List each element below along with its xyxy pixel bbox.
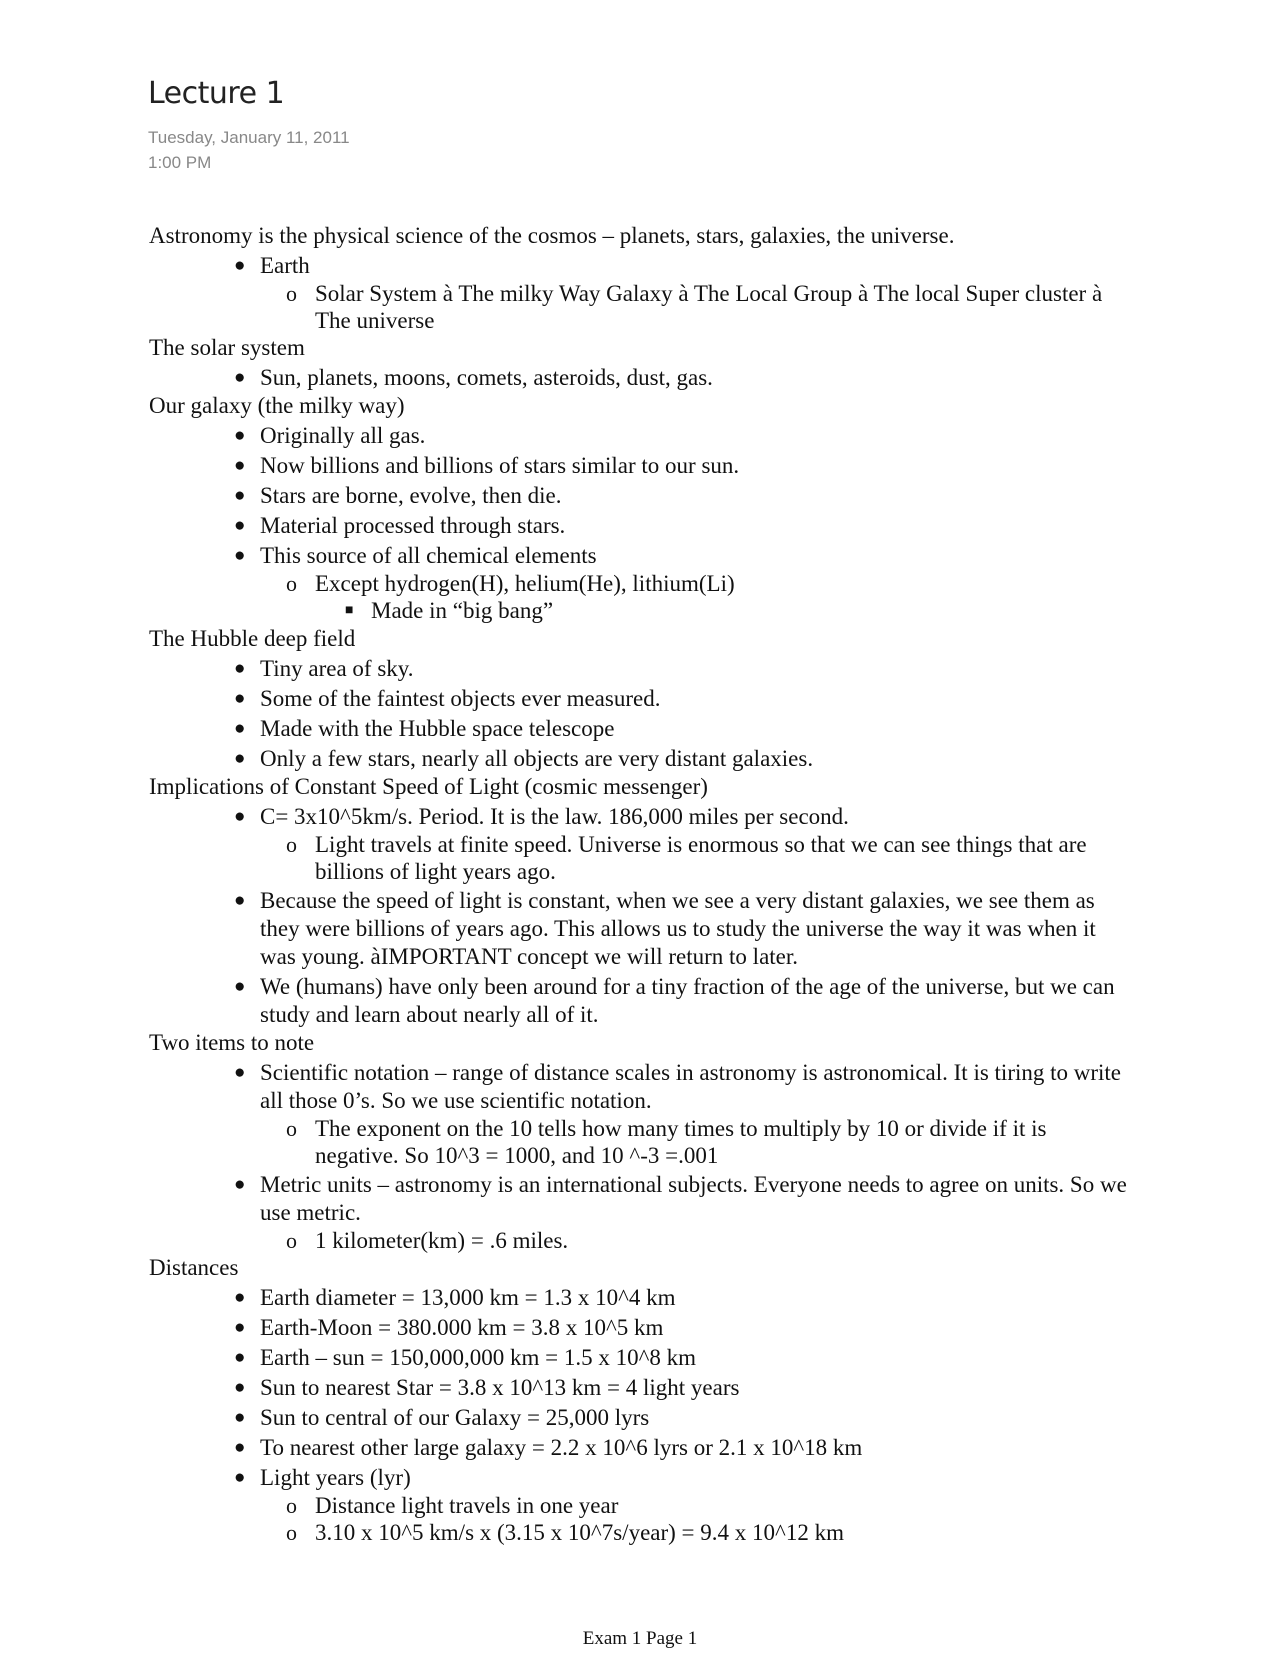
list-item-text: Earth-Moon = 380.000 km = 3.8 x 10^5 km	[260, 1315, 664, 1340]
list-item-level-2	[149, 570, 1129, 597]
bullet-icon: ●	[234, 255, 246, 276]
list-item-level-1	[149, 685, 1129, 713]
list-item-text: Originally all gas.	[260, 423, 426, 448]
list-item-text: Earth diameter = 13,000 km = 1.3 x 10^4 km	[260, 1285, 676, 1310]
list-item-text: This source of all chemical elements	[260, 543, 597, 568]
list-item-level-1	[149, 1374, 1129, 1402]
section-heading: The Hubble deep field	[149, 626, 356, 651]
list-item-text: Now billions and billions of stars similar to our sun.	[260, 453, 740, 478]
bullet-icon: ●	[234, 718, 246, 739]
bullet-icon: ●	[234, 485, 246, 506]
bullet-icon: ●	[234, 367, 246, 388]
list-item-level-1	[149, 482, 1129, 510]
list-item-level-1	[149, 1284, 1129, 1312]
list-item-level-1	[149, 745, 1129, 773]
list-item-text: Earth – sun = 150,000,000 km = 1.5 x 10^8 km	[260, 1345, 697, 1370]
list-item-level-1	[149, 422, 1129, 450]
bullet-icon: ●	[234, 1317, 246, 1338]
bullet-icon: ●	[234, 515, 246, 536]
bullet-icon: ●	[234, 1347, 246, 1368]
list-item-text: Sun, planets, moons, comets, asteroids, dust, gas.	[260, 365, 713, 390]
bullet-icon: ●	[234, 1467, 246, 1488]
square-icon: ■	[345, 603, 354, 618]
bullet-icon: ●	[234, 1407, 246, 1428]
list-item-level-1	[149, 452, 1129, 480]
bullet-icon: ●	[234, 1437, 246, 1458]
list-item-level-1	[149, 1434, 1129, 1462]
circle-icon: o	[286, 281, 297, 306]
section-heading: The solar system	[149, 335, 305, 360]
list-item-level-1	[149, 973, 1129, 1029]
list-item-level-2	[149, 1492, 1129, 1519]
list-item-level-1	[149, 887, 1129, 971]
list-item-text: Earth	[260, 253, 310, 278]
list-item-level-1	[149, 252, 1129, 280]
bullet-icon: ●	[234, 455, 246, 476]
list-item-level-3	[149, 597, 1129, 625]
list-item-level-1	[149, 715, 1129, 743]
circle-icon: o	[286, 1520, 297, 1545]
bullet-icon: ●	[234, 1062, 246, 1083]
bullet-icon: ●	[234, 806, 246, 827]
list-item-level-1	[149, 512, 1129, 540]
bullet-icon: ●	[234, 658, 246, 679]
list-item-text: Except hydrogen(H), helium(He), lithium(Li)	[315, 571, 735, 596]
list-item-text: Because the speed of light is constant, when we see a very distant galaxies, we see them as they were billions of years ago. This allows us to study the universe the way it was when it was young. àIMPORTANT concept we will return to later.	[260, 888, 1096, 969]
circle-icon: o	[286, 1228, 297, 1253]
list-item-level-1	[149, 1171, 1129, 1227]
list-item-text: Made with the Hubble space telescope	[260, 716, 615, 741]
circle-icon: o	[286, 1116, 297, 1141]
list-item-text: 1 kilometer(km) = .6 miles.	[315, 1228, 569, 1253]
bullet-icon: ●	[234, 425, 246, 446]
list-item-text: Light travels at finite speed. Universe is enormous so that we can see things that are billions of light years ago.	[315, 832, 1087, 884]
list-item-level-2	[149, 1227, 1129, 1254]
circle-icon: o	[286, 1493, 297, 1518]
list-item-level-1	[149, 1464, 1129, 1492]
page-title: Lecture 1	[148, 76, 285, 111]
section-heading: Distances	[149, 1255, 239, 1280]
bullet-icon: ●	[234, 748, 246, 769]
bullet-icon: ●	[234, 1174, 246, 1195]
list-item-level-2	[149, 280, 1129, 334]
section-heading: Astronomy is the physical science of the cosmos – planets, stars, galaxies, the universe.	[149, 223, 955, 248]
note-body	[149, 222, 1129, 1546]
bullet-icon: ●	[234, 688, 246, 709]
list-item-level-2	[149, 1115, 1129, 1169]
list-item-level-1	[149, 803, 1129, 831]
section-heading: Two items to note	[149, 1030, 315, 1055]
list-item-text: Material processed through stars.	[260, 513, 566, 538]
list-item-text: Light years (lyr)	[260, 1465, 411, 1490]
bullet-icon: ●	[234, 890, 246, 911]
list-item-level-1	[149, 364, 1129, 392]
list-item-level-1	[149, 1404, 1129, 1432]
list-item-text: Only a few stars, nearly all objects are very distant galaxies.	[260, 746, 814, 771]
list-item-text: Scientific notation – range of distance scales in astronomy is astronomical. It is tiring to write all those 0’s. So we use scientific notation.	[260, 1060, 1122, 1113]
page-footer: Exam 1 Page 1	[582, 1628, 698, 1649]
circle-icon: o	[286, 832, 297, 857]
list-item-text: Metric units – astronomy is an international subjects. Everyone needs to agree on units. So we use metric.	[260, 1172, 1127, 1225]
list-item-level-1	[149, 655, 1129, 683]
bullet-icon: ●	[234, 545, 246, 566]
list-item-text: Sun to nearest Star = 3.8 x 10^13 km = 4 light years	[260, 1375, 740, 1400]
list-item-text: The exponent on the 10 tells how many times to multiply by 10 or divide if it is negative. So 10^3 = 1000, and 10 ^-3 =.001	[315, 1116, 1047, 1168]
list-item-text: We (humans) have only been around for a tiny fraction of the age of the universe, but we can study and learn about nearly all of it.	[260, 974, 1115, 1027]
list-item-level-2	[149, 1519, 1129, 1546]
circle-icon: o	[286, 571, 297, 596]
section-heading: Our galaxy (the milky way)	[149, 393, 405, 418]
list-item-level-1	[149, 1314, 1129, 1342]
bullet-icon: ●	[234, 1377, 246, 1398]
section-heading: Implications of Constant Speed of Light (cosmic messenger)	[149, 774, 708, 799]
list-item-text: Tiny area of sky.	[260, 656, 414, 681]
page-time: 1:00 PM	[148, 153, 212, 172]
list-item-text: Stars are borne, evolve, then die.	[260, 483, 562, 508]
page-date: Tuesday, January 11, 2011	[148, 128, 350, 147]
bullet-icon: ●	[234, 976, 246, 997]
list-item-text: To nearest other large galaxy = 2.2 x 10^6 lyrs or 2.1 x 10^18 km	[260, 1435, 863, 1460]
list-item-text: C= 3x10^5km/s. Period. It is the law. 186,000 miles per second.	[260, 804, 849, 829]
list-item-text: Some of the faintest objects ever measured.	[260, 686, 661, 711]
list-item-level-1	[149, 1059, 1129, 1115]
bullet-icon: ●	[234, 1287, 246, 1308]
list-item-level-1	[149, 1344, 1129, 1372]
list-item-level-2	[149, 831, 1129, 885]
list-item-level-1	[149, 542, 1129, 570]
list-item-text: Made in “big bang”	[371, 598, 554, 623]
list-item-text: 3.10 x 10^5 km/s x (3.15 x 10^7s/year) = 9.4 x 10^12 km	[315, 1520, 844, 1545]
list-item-text: Distance light travels in one year	[315, 1493, 619, 1518]
list-item-text: Solar System à The milky Way Galaxy à The Local Group à The local Super cluster à The universe	[315, 281, 1103, 333]
list-item-text: Sun to central of our Galaxy = 25,000 lyrs	[260, 1405, 650, 1430]
